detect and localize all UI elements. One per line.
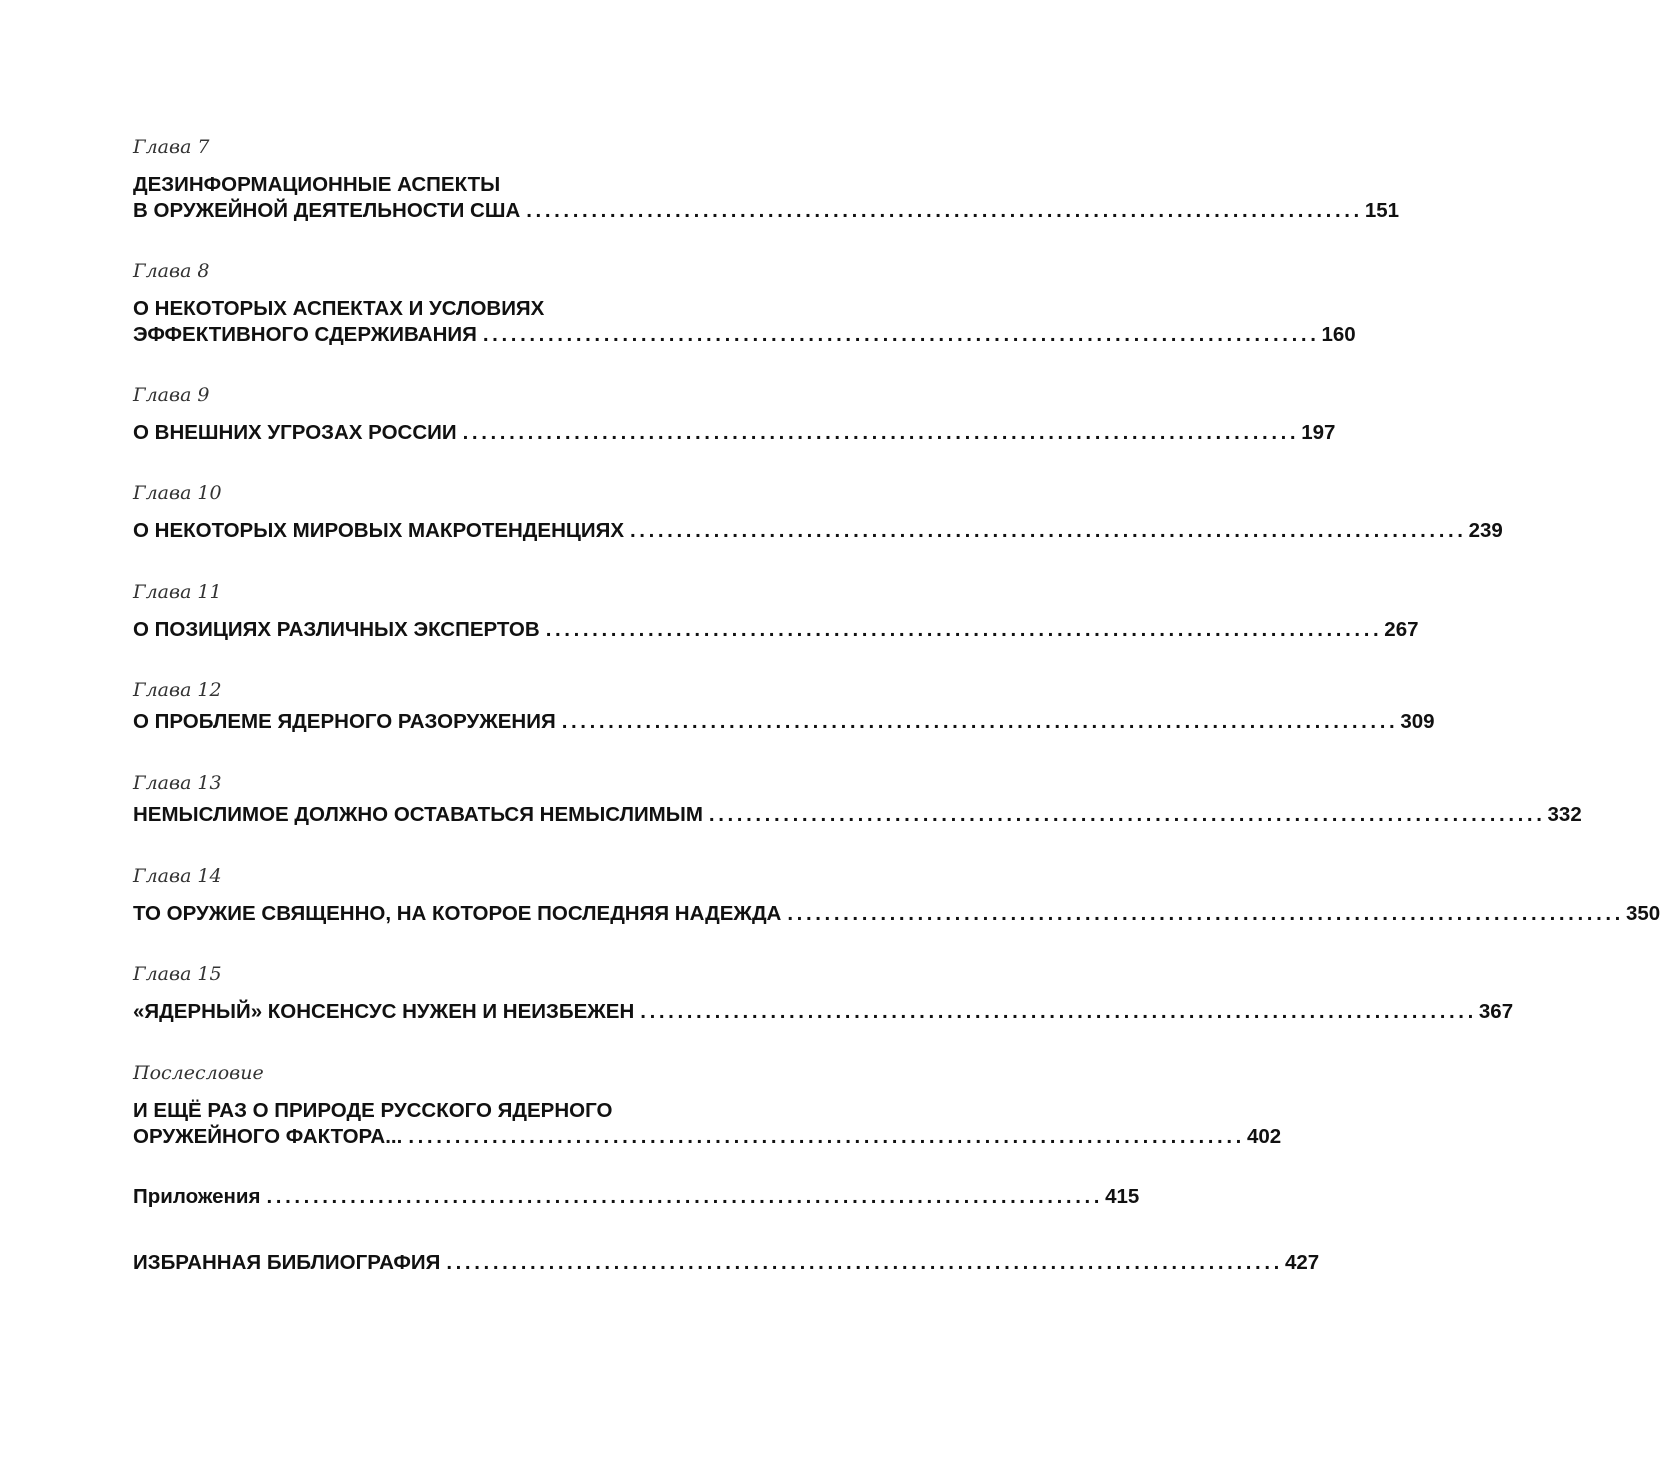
chapter-title-line: О ВНЕШНИХ УГРОЗАХ РОССИИ [133,421,457,444]
chapter-title-line: «ЯДЕРНЫЙ» КОНСЕНСУС НУЖЕН И НЕИЗБЕЖЕН [133,1000,635,1023]
dot-leader: .......................................................................................... [482,323,1320,346]
dot-leader: .......................................................................................... [561,710,1399,733]
toc-line [133,518,1503,544]
dot-leader: .......................................................................................... [462,421,1300,444]
chapter-label: Глава 13 [133,772,222,794]
dot-leader: .......................................................................................... [526,199,1363,222]
page-number: 332 [1547,803,1582,826]
page-number: 151 [1364,199,1400,222]
page-number: 309 [1400,710,1435,733]
toc-entry-appendices[interactable] [133,1184,1140,1210]
page-number: 427 [1284,1251,1320,1274]
chapter-title-line: О НЕКОТОРЫХ МИРОВЫХ МАКРОТЕНДЕНЦИЯХ [133,519,624,542]
chapter-title-line: НЕМЫСЛИМОЕ ДОЛЖНО ОСТАВАТЬСЯ НЕМЫСЛИМЫМ [133,803,703,826]
chapter-label: Глава 9 [133,384,210,406]
toc-line [133,420,1336,446]
page-number: 160 [1321,323,1356,346]
chapter-title-line: О ПОЗИЦИЯХ РАЗЛИЧНЫХ ЭКСПЕРТОВ [133,618,540,641]
toc-line [133,198,1400,224]
toc-line [133,709,1435,735]
dot-leader: .......................................................................................... [708,803,1546,826]
chapter-label: Глава 11 [133,581,222,603]
dot-leader: .......................................................................................... [545,618,1383,641]
chapter-title-line: Приложения [133,1185,261,1208]
toc-entry-chapter-15[interactable] [133,963,1514,1025]
chapter-title-line: ЭФФЕКТИВНОГО СДЕРЖИВАНИЯ [133,323,477,346]
page-number: 267 [1384,618,1419,641]
chapter-title-line: ТО ОРУЖИЕ СВЯЩЕННО, НА КОТОРОЕ ПОСЛЕДНЯЯ НАДЕЖДА [133,902,782,925]
chapter-label: Глава 10 [133,482,222,504]
chapter-title-line: ИЗБРАННАЯ БИБЛИОГРАФИЯ [133,1251,441,1274]
dot-leader: .......................................................................................... [630,519,1467,542]
chapter-label: Глава 12 [133,679,222,701]
toc-line [133,901,1660,927]
toc-entry-chapter-10[interactable] [133,482,1503,544]
page-number: 367 [1478,1000,1514,1023]
chapter-label: Глава 15 [133,963,222,985]
chapter-title-line: ДЕЗИНФОРМАЦИОННЫЕ АСПЕКТЫ [133,173,501,196]
chapter-label: Глава 7 [133,136,210,158]
toc-entry-chapter-13[interactable] [133,772,1582,828]
toc-line [133,322,1356,348]
dot-leader: .......................................................................................... [787,902,1624,925]
toc-line [133,999,1514,1025]
dot-leader: .......................................................................................... [640,1000,1477,1023]
toc-entry-chapter-7[interactable] [133,136,1400,224]
page-number: 415 [1105,1185,1140,1208]
dot-leader: .......................................................................................... [446,1251,1283,1274]
dot-leader: .......................................................................................... [408,1125,1245,1148]
toc-entry-chapter-12[interactable] [133,679,1435,735]
toc-line [133,617,1419,643]
toc-entry-bibliography[interactable] [133,1250,1320,1276]
chapter-label: Послесловие [133,1062,264,1084]
chapter-title-line: О НЕКОТОРЫХ АСПЕКТАХ И УСЛОВИЯХ [133,297,545,320]
page-number: 402 [1246,1125,1282,1148]
page-number: 239 [1468,519,1503,542]
toc-line [133,1124,1282,1150]
chapter-title-line: И ЕЩЁ РАЗ О ПРИРОДЕ РУССКОГО ЯДЕРНОГО [133,1099,613,1122]
dot-leader: .......................................................................................... [266,1185,1104,1208]
toc-line [133,1250,1320,1276]
toc-entry-chapter-11[interactable] [133,581,1419,643]
toc-entry-chapter-9[interactable] [133,384,1336,446]
page-number: 350 [1625,902,1660,925]
toc-entry-chapter-8[interactable] [133,260,1356,348]
toc-entry-afterword[interactable] [133,1062,1282,1150]
toc-entry-chapter-14[interactable] [133,865,1660,927]
chapter-label: Глава 14 [133,865,222,887]
chapter-label: Глава 8 [133,260,210,282]
chapter-title-line: ОРУЖЕЙНОГО ФАКТОРА... [133,1125,403,1148]
chapter-title-line: О ПРОБЛЕМЕ ЯДЕРНОГО РАЗОРУЖЕНИЯ [133,710,556,733]
page-number: 197 [1301,421,1336,444]
toc-line [133,802,1582,828]
chapter-title-line: В ОРУЖЕЙНОЙ ДЕЯТЕЛЬНОСТИ США [133,199,521,222]
toc-line [133,1184,1140,1210]
